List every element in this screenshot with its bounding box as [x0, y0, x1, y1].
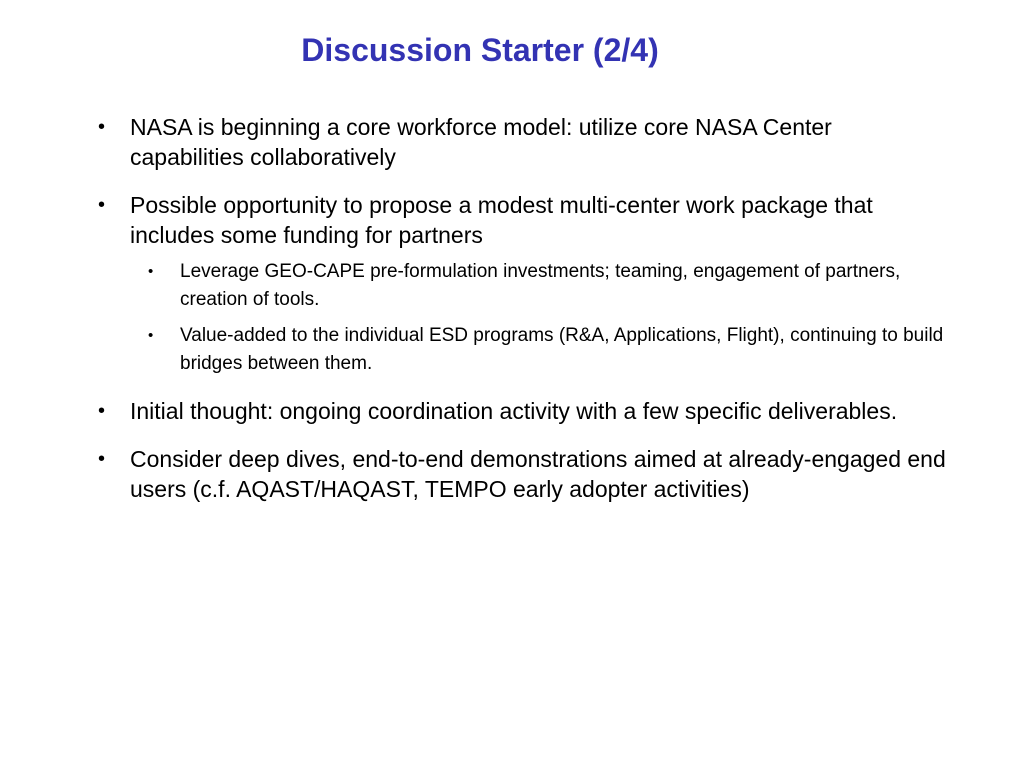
sub-bullet-icon: • [148, 263, 154, 280]
sub-bullet-icon: • [148, 327, 154, 344]
bullet-item [98, 396, 948, 426]
bullet-icon: • [98, 400, 106, 422]
bullet-text: NASA is beginning a core workforce model: utilize core NASA Center capabilities collaboratively [130, 114, 832, 170]
bullet-icon: • [98, 448, 106, 470]
sub-bullet-text: Value-added to the individual ESD programs (R&A, Applications, Flight), continuing to build bridges between them. [180, 325, 944, 374]
bullet-icon: • [98, 116, 106, 138]
bullet-text: Initial thought: ongoing coordination activity with a few specific deliverables. [130, 398, 898, 424]
sub-bullet-item [130, 322, 948, 378]
sub-bullet-item [130, 258, 948, 314]
bullet-icon: • [98, 194, 106, 216]
sub-bullet-list [130, 258, 948, 378]
slide-content [98, 112, 948, 522]
slide-title: Discussion Starter (2/4) [301, 32, 659, 68]
sub-bullet-text: Leverage GEO-CAPE pre-formulation investments; teaming, engagement of partners, creation of tools. [180, 261, 901, 310]
bullet-list [98, 112, 948, 504]
bullet-text: Possible opportunity to propose a modest multi-center work package that includes some funding for partners [130, 192, 873, 248]
bullet-text: Consider deep dives, end-to-end demonstrations aimed at already-engaged end users (c.f. AQAST/HAQAST, TEMPO early adopter activities) [130, 446, 946, 502]
bullet-item [98, 190, 948, 378]
bullet-item [98, 444, 948, 504]
bullet-item [98, 112, 948, 172]
